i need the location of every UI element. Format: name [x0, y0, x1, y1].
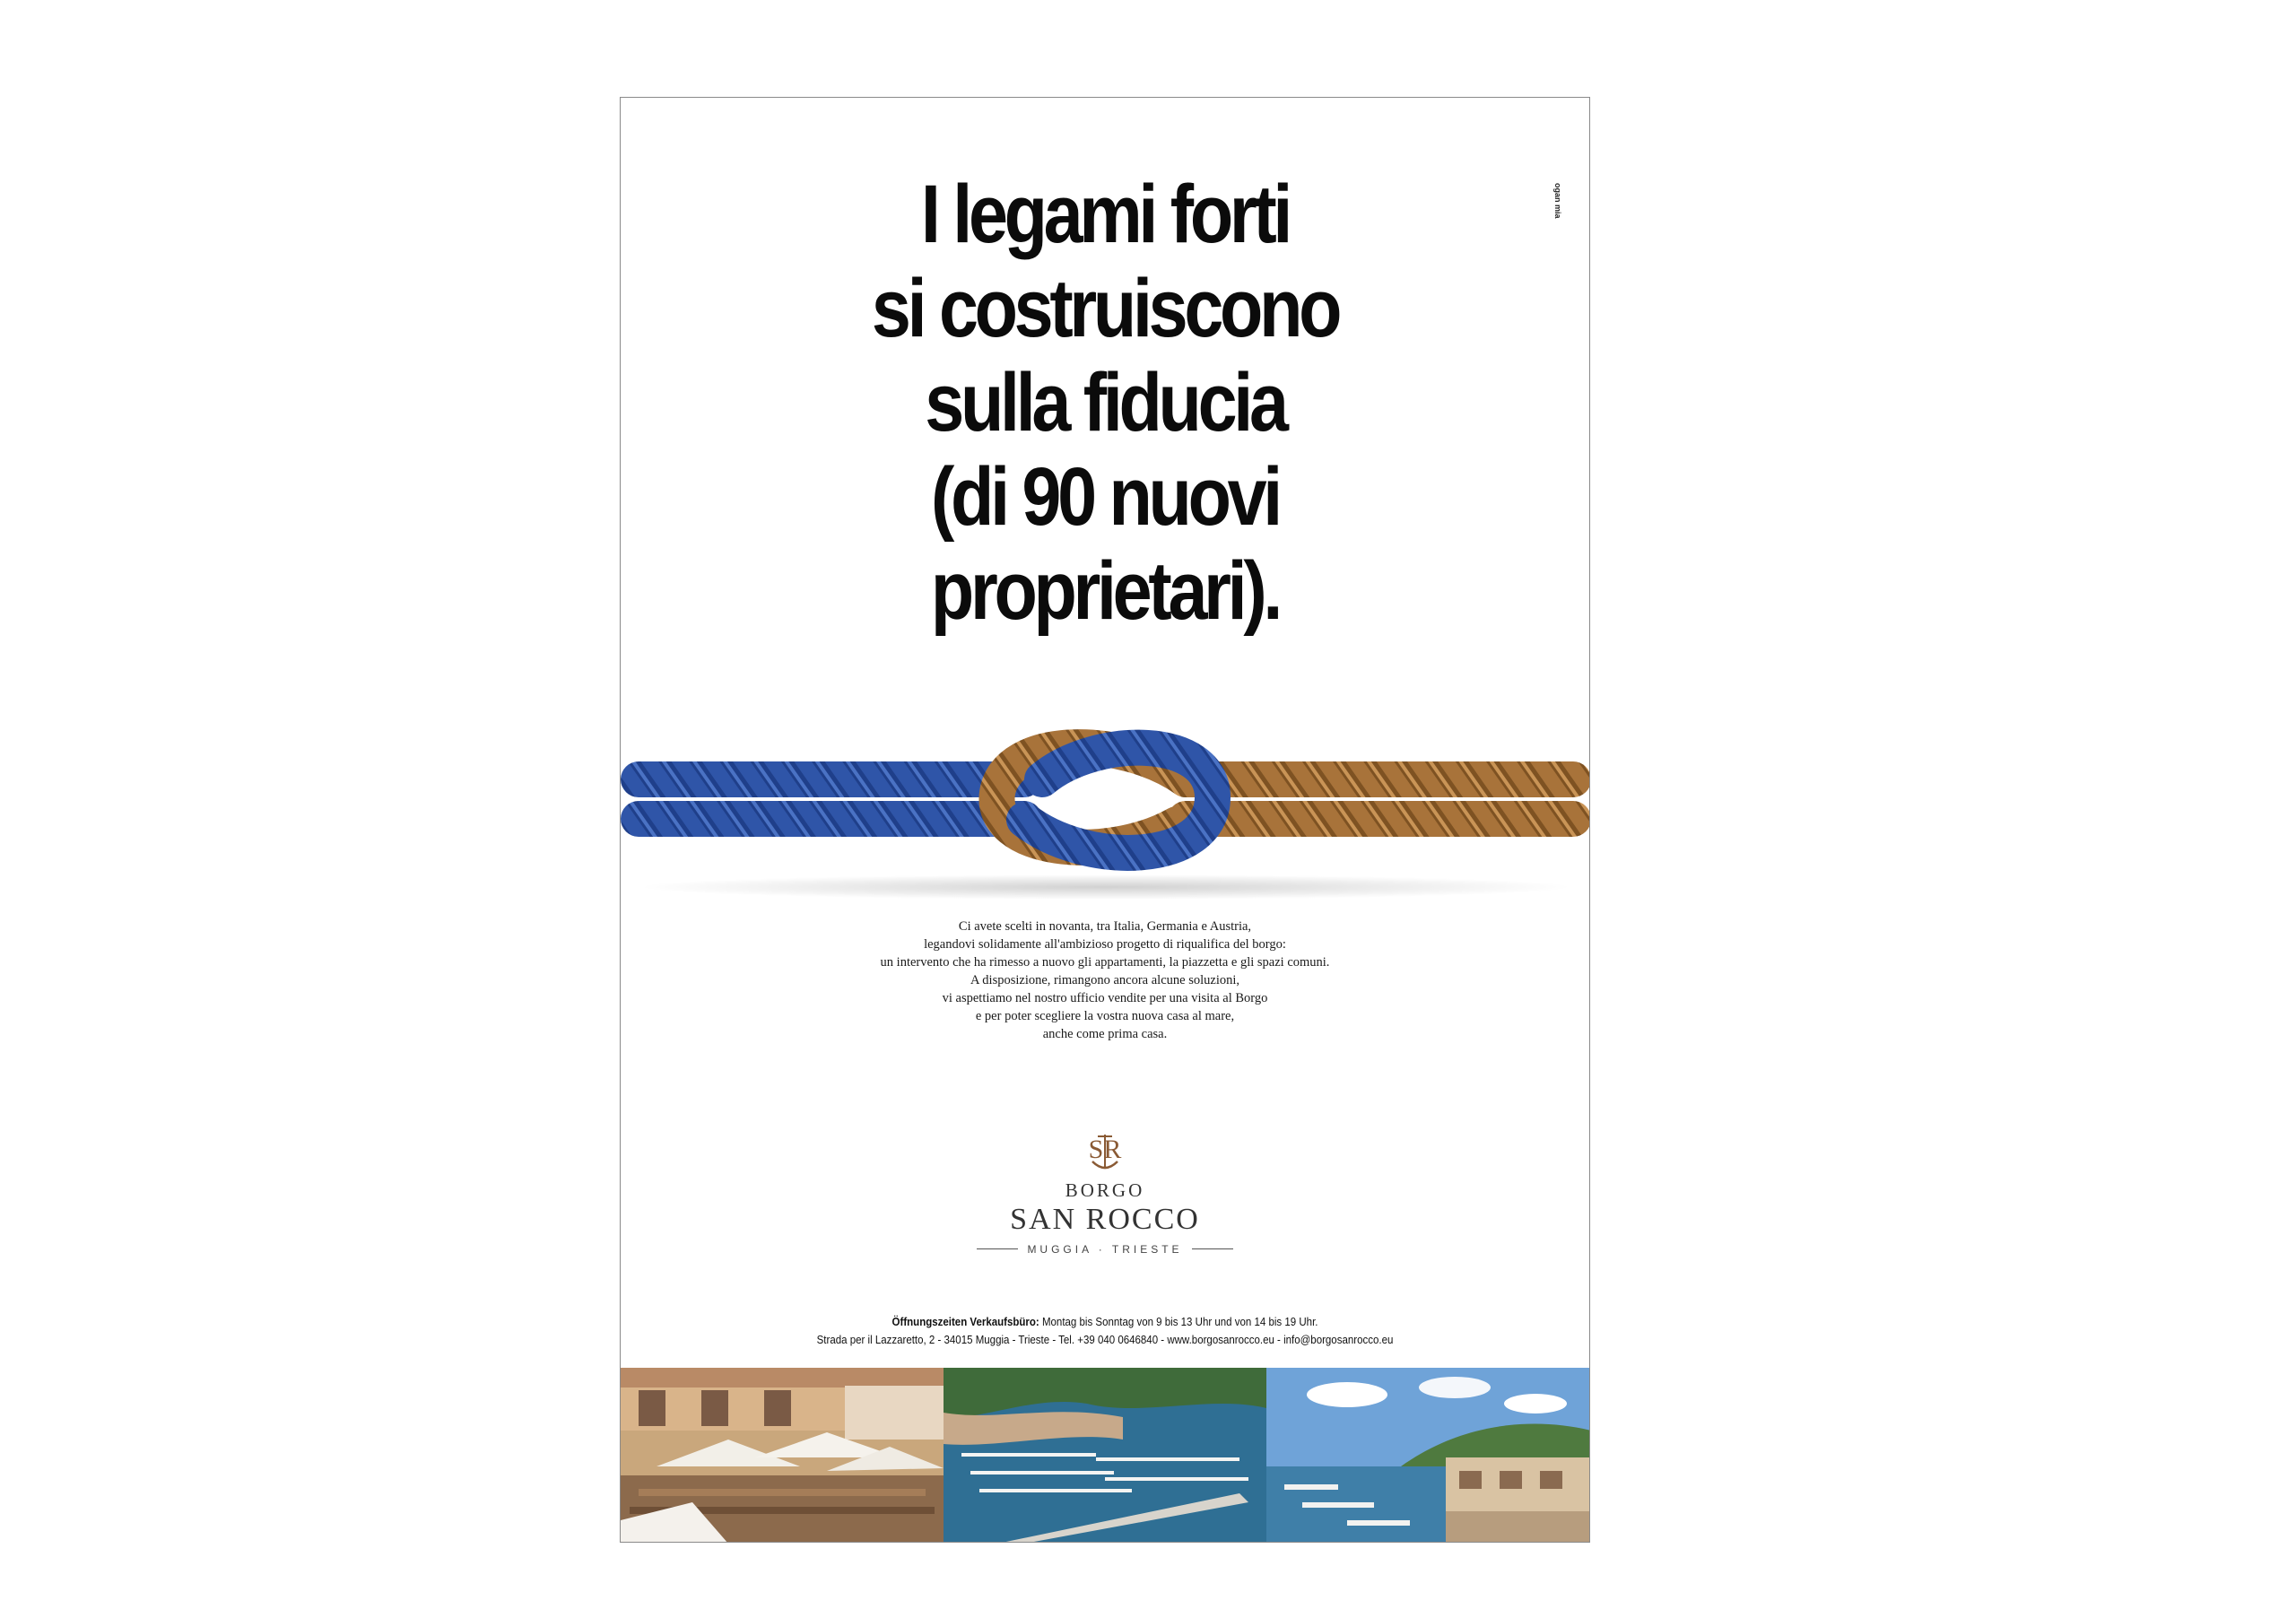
svg-text:SR: SR [1088, 1135, 1122, 1164]
logo-place [977, 1243, 1232, 1256]
body-line: e per poter scegliere la vostra nuova casa al mare, [975, 1009, 1235, 1023]
anchor-monogram-icon [1082, 1129, 1128, 1176]
photo-harbour-village [1266, 1368, 1589, 1543]
body-line: anche come prima casa. [1042, 1027, 1168, 1041]
borgo-san-rocco-logo [621, 1129, 1589, 1256]
hours-label: Öffnungszeiten Verkaufsbüro: [891, 1316, 1039, 1328]
contact-info [621, 1313, 1589, 1349]
headline-line: I legami forti [920, 169, 1290, 260]
side-credit: ogan mia [1553, 183, 1562, 219]
headline-line: (di 90 nuovi [930, 451, 1279, 543]
opening-hours [659, 1313, 1551, 1331]
body-line: A disposizione, rimangono ancora alcune soluzioni, [970, 973, 1239, 987]
body-copy [621, 918, 1589, 1043]
contact-line: Strada per il Lazzaretto, 2 - 34015 Muggia - Trieste - Tel. +39 040 0646840 - www.borgosanrocco.eu - info@borgosanrocco.eu [816, 1334, 1394, 1346]
logo-borgo: BORGO [1065, 1179, 1145, 1201]
photo-strip [621, 1368, 1589, 1543]
divider [1192, 1248, 1233, 1249]
advertisement-page [620, 97, 1590, 1543]
photo-marina-aerial [944, 1368, 1266, 1543]
divider [977, 1248, 1018, 1249]
headline-line: si costruiscono [871, 263, 1339, 354]
headline-line: sulla fiducia [925, 357, 1285, 448]
logo-name: SAN ROCCO [1010, 1203, 1200, 1236]
photo-piazza-cafe [621, 1368, 944, 1543]
body-line: Ci avete scelti in novanta, tra Italia, Germania e Austria, [958, 919, 1252, 934]
hours-text: Montag bis Sonntag von 9 bis 13 Uhr und von 14 bis 19 Uhr. [1039, 1316, 1318, 1328]
headline [621, 168, 1589, 639]
rope-knot-image [621, 708, 1589, 914]
body-line: legandovi solidamente all'ambizioso progetto di riqualifica del borgo: [924, 937, 1286, 952]
body-line: vi aspettiamo nel nostro ufficio vendite per una visita al Borgo [942, 991, 1268, 1005]
body-line: un intervento che ha rimesso a nuovo gli appartamenti, la piazzetta e gli spazi comuni. [880, 955, 1330, 970]
headline-line: proprietari). [930, 545, 1280, 637]
logo-place-text: MUGGIA · TRIESTE [1027, 1242, 1183, 1256]
